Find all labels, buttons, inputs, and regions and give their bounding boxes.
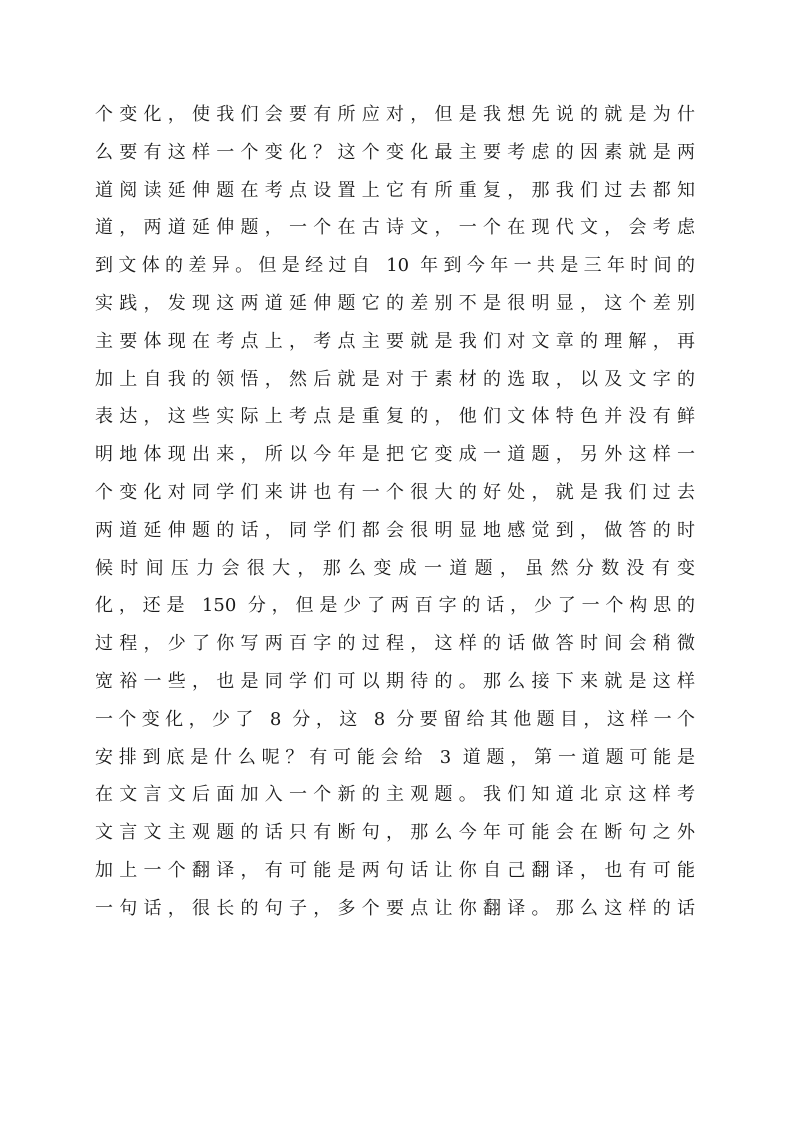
text-line: 两道延伸题的话，同学们都会很明显地感觉到，做答的时 <box>95 519 695 541</box>
text-line: 加上一个翻译，有可能是两句话让你自己翻译，也有可能 <box>95 859 695 881</box>
text-line: 表达，这些实际上考点是重复的，他们文体特色并没有鲜 <box>95 406 695 428</box>
text-line: 过程，少了你写两百字的过程，这样的话做答时间会稍微 <box>95 633 695 655</box>
body-text <box>95 96 695 928</box>
text-line: 加上自我的领悟，然后就是对于素材的选取，以及文字的 <box>95 368 695 390</box>
text-line: 候时间压力会很大，那么变成一道题，虽然分数没有变 <box>95 557 695 579</box>
text-line: 一个变化，少了 8 分，这 8 分要留给其他题目，这样一个 <box>95 708 695 730</box>
text-line: 在文言文后面加入一个新的主观题。我们知道北京这样考 <box>95 784 695 806</box>
text-line: 实践，发现这两道延伸题它的差别不是很明显，这个差别 <box>95 292 695 314</box>
text-line: 道，两道延伸题，一个在古诗文，一个在现代文，会考虑 <box>95 217 695 239</box>
text-line: 化，还是 150 分，但是少了两百字的话，少了一个构思的 <box>95 595 695 617</box>
text-line: 个变化，使我们会要有所应对，但是我想先说的就是为什 <box>95 104 695 125</box>
text-line: 安排到底是什么呢？有可能会给 3 道题，第一道题可能是 <box>95 746 695 768</box>
text-line: 主要体现在考点上，考点主要就是我们对文章的理解，再 <box>95 330 695 352</box>
text-line: 宽裕一些，也是同学们可以期待的。那么接下来就是这样 <box>95 670 695 692</box>
text-line: 到文体的差异。但是经过自 10 年到今年一共是三年时间的 <box>95 255 695 277</box>
text-line: 文言文主观题的话只有断句，那么今年可能会在断句之外 <box>95 822 695 844</box>
text-line: 道阅读延伸题在考点设置上它有所重复，那我们过去都知 <box>95 179 695 201</box>
text-line: 个变化对同学们来讲也有一个很大的好处，就是我们过去 <box>95 481 695 503</box>
text-line: 明地体现出来，所以今年是把它变成一道题，另外这样一 <box>95 444 695 466</box>
text-line: 么要有这样一个变化？这个变化最主要考虑的因素就是两 <box>95 141 695 163</box>
text-line: 一句话，很长的句子，多个要点让你翻译。那么这样的话 <box>95 897 695 919</box>
